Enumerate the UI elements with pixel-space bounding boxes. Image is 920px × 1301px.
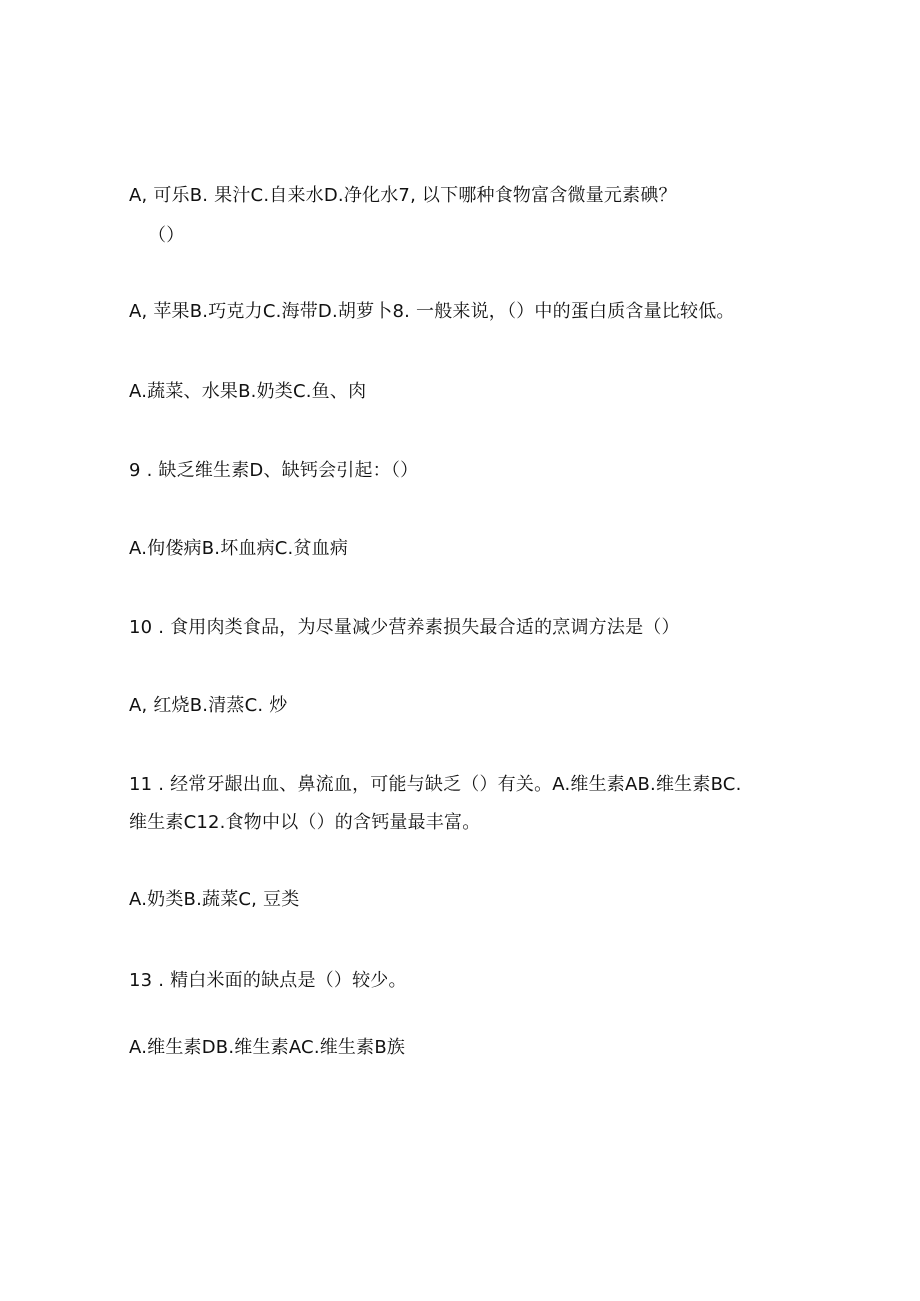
question-11: 11 . 经常牙龈出血、鼻流血，可能与缺乏（）有关。A.维生素AB.维生素BC. xyxy=(129,774,742,795)
question-9-answers: A.佝偻病B.坏血病C.贫血病 xyxy=(129,538,349,559)
question-10: 10 . 食用肉类食品，为尽量减少营养素损失最合适的烹调方法是（） xyxy=(129,617,680,638)
question-7-blank: （） xyxy=(148,225,185,246)
question-11-continued-question-12: 维生素C12.食物中以（）的含钙量最丰富。 xyxy=(129,812,481,833)
question-9: 9 . 缺乏维生素D、缺钙会引起：（） xyxy=(129,460,419,481)
question-12-answers: A.奶类B.蔬菜C, 豆类 xyxy=(129,889,300,910)
question-13-answers: A.维生素DB.维生素AC.维生素B族 xyxy=(129,1037,406,1058)
question-8-answers: A.蔬菜、水果B.奶类C.鱼、肉 xyxy=(129,381,367,402)
question-13: 13 . 精白米面的缺点是（）较少。 xyxy=(129,970,407,991)
question-10-answers: A, 红烧B.清蒸C. 炒 xyxy=(129,695,288,716)
question-7-answers-question-8: A, 苹果B.巧克力C.海带D.胡萝卜8. 一般来说，（）中的蛋白质含量比较低。 xyxy=(129,301,735,322)
question-7-options-and-prompt: A, 可乐B. 果汁C.自来水D.净化水7, 以下哪种食物富含微量元素碘？ xyxy=(129,185,677,206)
